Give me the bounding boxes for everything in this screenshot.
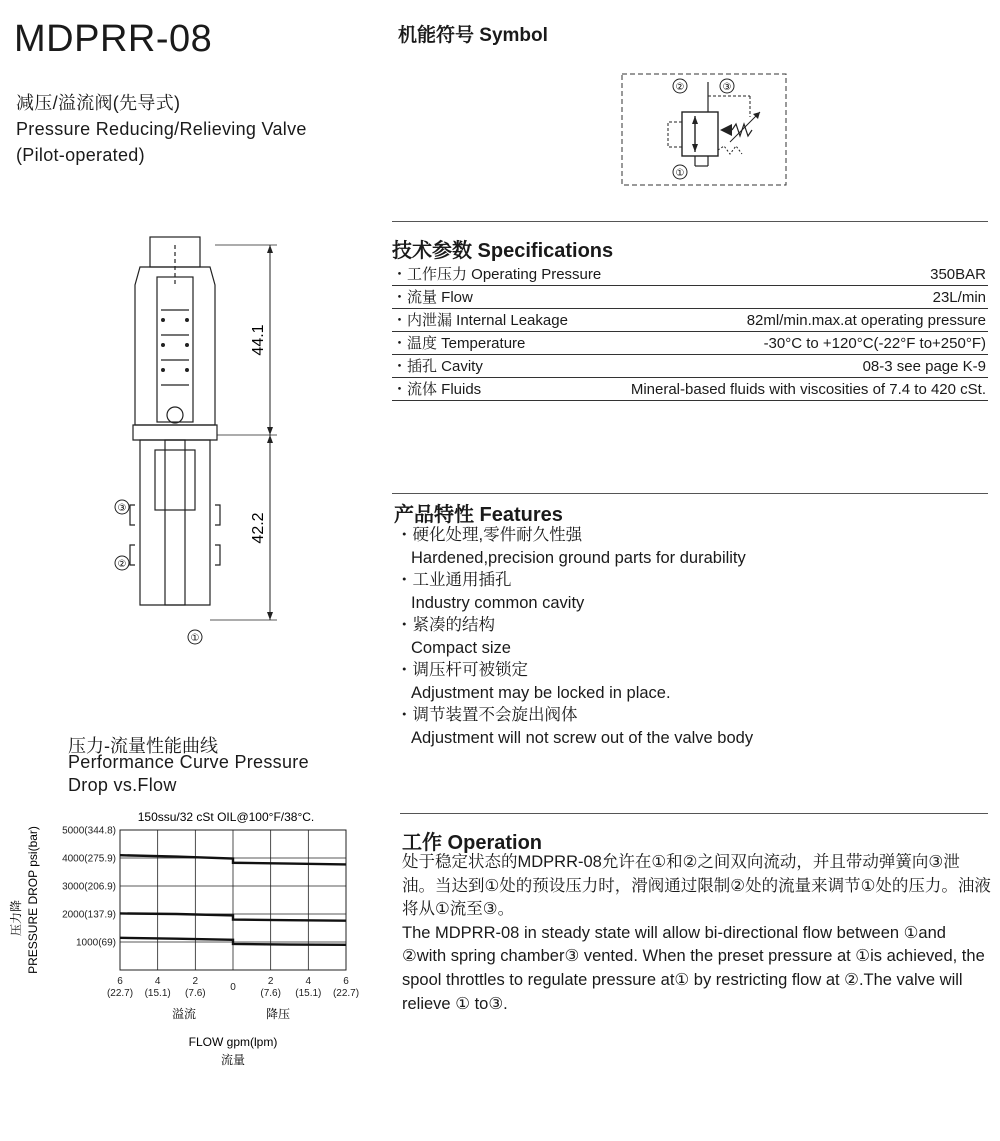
spec-table	[392, 263, 988, 401]
chart-x-tick-label: 6	[343, 976, 349, 987]
feature-en: Adjustment may be locked in place.	[411, 683, 671, 702]
chart-y-tick-label: 4000(275.9)	[62, 853, 116, 865]
symbol-title: 机能符号 Symbol	[398, 25, 548, 46]
title-chinese: 减压/溢流阀(先导式)	[16, 93, 181, 113]
feature-item	[396, 524, 956, 569]
chart-series-line-middle	[120, 913, 346, 920]
feature-cn: ・调节装置不会旋出阀体	[396, 706, 578, 724]
symbol-port-1: ①	[675, 168, 685, 179]
chart-x-tick-label: 4	[305, 976, 312, 987]
spec-value: 82ml/min.max.at operating pressure	[746, 312, 986, 329]
drawing-port-1: ①	[190, 633, 200, 644]
drawing-port-3: ③	[117, 503, 127, 514]
chart-y-tick-label: 2000(137.9)	[62, 909, 116, 921]
spec-row	[392, 332, 988, 355]
spec-value: 08-3 see page K-9	[862, 358, 986, 375]
chart-x-tick-sublabel: (15.1)	[295, 988, 322, 999]
chart-x-right-label: 降压	[265, 1007, 291, 1021]
chart-x-tick-sublabel: (7.6)	[185, 988, 206, 999]
feature-en: Compact size	[411, 638, 511, 657]
operation-body	[402, 851, 992, 1016]
chart-x-left-label: 溢流	[171, 1007, 197, 1021]
feature-en: Hardened,precision ground parts for durability	[411, 548, 746, 567]
spec-label: ・流量 Flow	[392, 289, 473, 306]
chart-y-tick-label: 3000(206.9)	[62, 881, 116, 893]
chart-x-tick-sublabel: (22.7)	[332, 988, 360, 999]
chart-x-ticks	[107, 976, 359, 999]
spec-label: ・温度 Temperature	[392, 335, 526, 352]
spec-label: ・内泄漏 Internal Leakage	[392, 312, 568, 329]
feature-cn: ・工业通用插孔	[396, 571, 512, 589]
spec-row	[392, 378, 988, 401]
spec-divider	[392, 221, 988, 222]
performance-title-en-sub: Drop vs.Flow	[68, 775, 177, 795]
chart-y-tick-label: 5000(344.8)	[62, 825, 116, 837]
operation-text-en: The MDPRR-08 in steady state will allow bi-directional flow between ①and ②with spring chamber③ vented. When the preset pressure at ①is achieved, the spool throttles to regulate pressure at① by restricting flow at ②.The valve will relieve ① to③.	[402, 923, 985, 1013]
spec-label: ・流体 Fluids	[392, 381, 482, 398]
spec-value: 350BAR	[930, 266, 986, 283]
hydraulic-symbol	[620, 72, 788, 187]
spec-title: 技术参数 Specifications	[392, 240, 614, 262]
chart-xlabel: FLOW gpm(lpm)	[188, 1035, 278, 1049]
feature-item	[396, 659, 956, 704]
feature-cn: ・调压杆可被锁定	[396, 661, 528, 679]
drawing-port-2: ②	[117, 559, 127, 570]
chart-x-tick-sublabel: (22.7)	[106, 988, 134, 999]
spec-value: 23L/min	[932, 289, 986, 306]
performance-chart	[0, 800, 380, 1080]
performance-title-en: Performance Curve Pressure	[68, 752, 309, 772]
chart-x-tick-label: 2	[192, 976, 199, 987]
feature-en: Industry common cavity	[411, 593, 585, 612]
features-title: 产品特性 Features	[394, 504, 563, 526]
feature-cn: ・硬化处理,零件耐久性强	[396, 526, 583, 544]
spec-value: -30°C to +120°C(-22°F to+250°F)	[763, 335, 986, 352]
spec-row	[392, 263, 988, 286]
spec-row	[392, 355, 988, 378]
feature-cn: ・紧凑的结构	[396, 616, 495, 634]
feature-item	[396, 614, 956, 659]
chart-x-tick-label: 6	[117, 976, 123, 987]
performance-title-cn: 压力-流量性能曲线	[68, 736, 218, 756]
operation-text-cn: 处于稳定状态的MDPRR-08允许在①和②之间双向流动，并且带动弹簧向③泄油。当达到①处的预设压力时，滑阀通过限制②处的流量来调节①处的压力。油液将从①流至③。	[402, 853, 991, 919]
chart-ylabel: PRESSURE DROP psi(bar)	[26, 826, 40, 974]
chart-title: 150ssu/32 cSt OIL@100°F/38°C.	[137, 810, 315, 824]
valve-cross-section-drawing	[95, 225, 315, 655]
chart-ylabel-cn: 压力降	[9, 899, 23, 937]
dimension-upper: 44.1	[250, 324, 267, 356]
spec-label: ・工作压力 Operating Pressure	[392, 266, 602, 283]
chart-x-tick-label: 0	[230, 982, 236, 993]
chart-grid	[120, 830, 346, 970]
features-list	[396, 524, 956, 749]
feature-item	[396, 569, 956, 614]
chart-x-tick-label: 2	[267, 976, 274, 987]
feature-item	[396, 704, 956, 749]
symbol-port-2: ②	[675, 82, 685, 93]
chart-xlabel-cn: 流量	[220, 1053, 246, 1067]
title-english-sub: (Pilot-operated)	[16, 145, 145, 165]
spec-value: Mineral-based fluids with viscosities of 7.4 to 420 cSt.	[630, 381, 986, 398]
feature-en: Adjustment will not screw out of the valve body	[411, 728, 754, 747]
chart-y-tick-label: 1000(69)	[75, 937, 116, 949]
title-english: Pressure Reducing/Relieving Valve	[16, 119, 307, 139]
operation-title: 工作 Operation	[402, 832, 543, 854]
spec-row	[392, 286, 988, 309]
product-model: MDPRR-08	[14, 18, 213, 60]
symbol-port-3: ③	[722, 82, 732, 93]
chart-x-tick-sublabel: (15.1)	[144, 988, 171, 999]
features-divider	[392, 493, 988, 494]
chart-y-ticks	[62, 826, 116, 949]
chart-x-tick-sublabel: (7.6)	[260, 988, 281, 999]
chart-x-tick-label: 4	[154, 976, 161, 987]
dimension-lower: 42.2	[250, 512, 267, 544]
chart-series-line-lower	[120, 938, 346, 945]
operation-divider	[400, 813, 988, 814]
spec-label: ・插孔 Cavity	[392, 358, 483, 375]
spec-row	[392, 309, 988, 332]
